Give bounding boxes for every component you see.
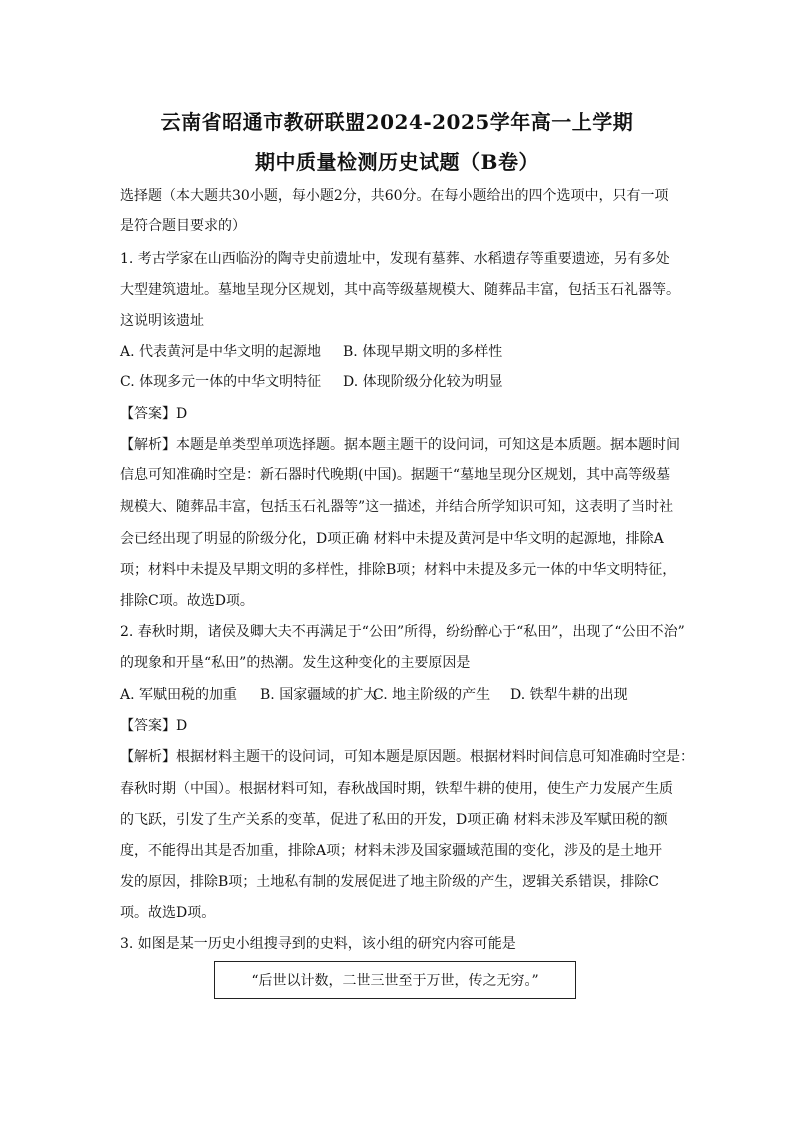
question-1-stem: 1. 考古学家在山西临汾的陶寺史前遗址中，发现有墓葬、水稻遗存等重要遗迹，另有多处 xyxy=(120,251,670,267)
question-2-explanation: 【解析】根据材料主题干的设问词，可知本题是原因题。根据材料时间信息可知准确时空是： xyxy=(120,749,694,765)
section-intro-line: 是符合题目要求的） xyxy=(120,218,246,234)
question-1-option-a: A. 代表黄河是中华文明的起源地 xyxy=(120,344,322,360)
question-3-stem: 3. 如图是某一历史小组搜寻到的史料，该小组的研究内容可能是 xyxy=(120,936,516,952)
question-2-stem: 的现象和开垦“私田”的热潮。发生这种变化的主要原因是 xyxy=(120,655,471,671)
question-2-explanation: 春秋时期（中国）。根据材料可知，春秋战国时期，铁犁牛耕的使用，使生产力发展产生质 xyxy=(120,781,673,797)
question-1-stem: 大型建筑遗址。墓地呈现分区规划，其中高等级墓规模大、随葬品丰富，包括玉石礼器等。 xyxy=(120,282,680,298)
page-title: 云南省昭通市教研联盟2024-2025学年高一上学期 xyxy=(160,110,634,134)
question-1-answer: 【答案】D xyxy=(120,406,188,422)
question-2-explanation: 发的原因，排除B项；土地私有制的发展促进了地主阶级的产生，逻辑关系错误，排除C xyxy=(120,874,659,890)
question-2-option-d: D. 铁犁牛耕的出现 xyxy=(510,687,628,703)
question-1-explanation: 【解析】本题是单类型单项选择题。据本题主题干的设问词，可知这是本质题。据本题时间 xyxy=(120,437,680,453)
question-2-explanation: 的飞跃，引发了生产关系的变革，促进了私田的开发，D项正确 材料未涉及军赋田税的额 xyxy=(120,812,668,828)
question-2-option-c: C. 地主阶级的产生 xyxy=(373,687,491,703)
question-1-explanation: 会已经出现了明显的阶级分化，D项正确 材料中未提及黄河是中华文明的起源地，排除A xyxy=(120,531,664,547)
question-2-explanation: 项。故选D项。 xyxy=(120,905,216,921)
question-1-explanation: 信息可知准确时空是：新石器时代晚期(中国)。据题干“墓地呈现分区规划，其中高等级墓 xyxy=(120,467,671,483)
question-1-explanation: 项；材料中未提及早期文明的多样性，排除B项；材料中未提及多元一体的中华文明特征， xyxy=(120,562,677,578)
historical-source-quote: “后世以计数，二世三世至于万世，传之无穷。” xyxy=(251,973,539,989)
question-1-option-d: D. 体现阶级分化较为明显 xyxy=(343,374,503,390)
question-1-option-b: B. 体现早期文明的多样性 xyxy=(343,344,503,360)
question-1-explanation: 规模大、随葬品丰富，包括玉石礼器等”这一描述，并结合所学知识可知，这表明了当时社 xyxy=(120,499,674,515)
question-2-option-b: B. 国家疆域的扩大 xyxy=(260,687,378,703)
question-1-explanation: 排除C项。故选D项。 xyxy=(120,593,254,609)
page-subtitle: 期中质量检测历史试题（B卷） xyxy=(255,150,539,174)
historical-source-quote-box xyxy=(214,961,576,999)
question-2-stem: 2. 春秋时期，诸侯及卿大夫不再满足于“公田”所得，纷纷醉心于“私田”，出现了“公田不治” xyxy=(120,624,685,640)
question-2-explanation: 度，不能得出其是否加重，排除A项；材料未涉及国家疆域范围的变化，涉及的是土地开 xyxy=(120,843,663,859)
section-intro-line: 选择题（本大题共30小题，每小题2分，共60分。在每小题给出的四个选项中，只有一项 xyxy=(120,188,669,204)
question-1-stem: 这说明该遗址 xyxy=(120,313,204,329)
question-2-option-a: A. 军赋田税的加重 xyxy=(120,687,238,703)
question-2-answer: 【答案】D xyxy=(120,718,188,734)
question-1-option-c: C. 体现多元一体的中华文明特征 xyxy=(120,374,322,390)
